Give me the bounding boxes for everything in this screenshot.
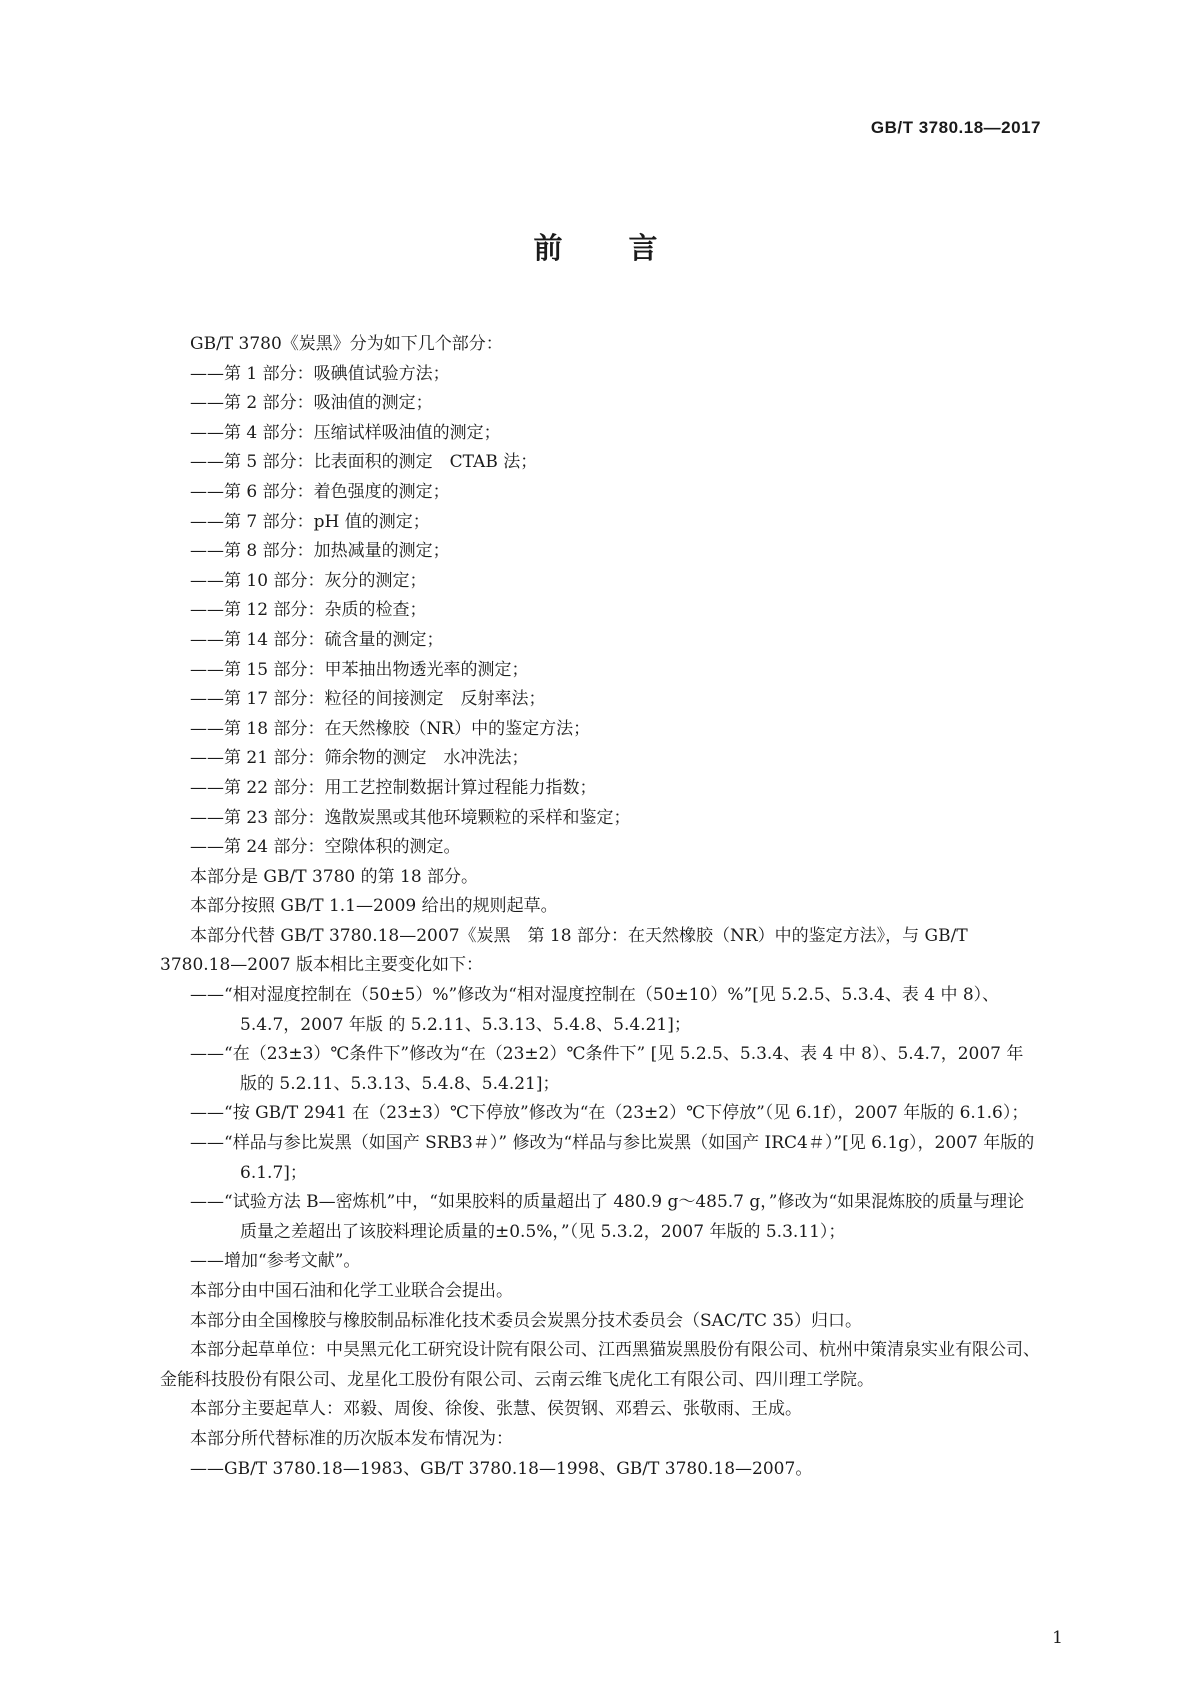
change-item: ——“按 GB/T 2941 在（23±3）℃下停放”修改为“在（23±2）℃下停放”（见 6.1f），2007 年版的 6.1.6）； — [190, 1103, 1029, 1124]
list-item: ——第 12 部分：杂质的检查； — [190, 600, 427, 621]
list-item: ——第 5 部分：比表面积的测定 CTAB 法； — [190, 452, 538, 473]
change-item: ——增加“参考文献”。 — [190, 1251, 361, 1272]
this-part-paragraph: 本部分是 GB/T 3780 的第 18 部分。 — [190, 866, 479, 887]
list-item: ——第 22 部分：用工艺控制数据计算过程能力指数； — [190, 777, 597, 798]
list-item: ——第 24 部分：空隙体积的测定。 — [190, 837, 461, 858]
list-item: ——第 1 部分：吸碘值试验方法； — [190, 363, 450, 384]
list-item: ——第 23 部分：逸散炭黑或其他环境颗粒的采样和鉴定； — [190, 807, 631, 828]
list-item: ——第 8 部分：加热减量的测定； — [190, 541, 450, 562]
history-intro-paragraph: 本部分所代替标准的历次版本发布情况为： — [190, 1428, 513, 1449]
list-item: ——第 7 部分：pH 值的测定； — [190, 511, 430, 532]
foreword-body — [160, 330, 1040, 1484]
change-item: ——“试验方法 B—密炼机”中，“如果胶料的质量超出了 480.9 g～485.7 g，”修改为“如果混炼胶的质量与理论质量之差超出了该胶料理论质量的±0.5%，”（见 5.3.2，2007 年版的 5.3.11）； — [190, 1192, 1025, 1242]
list-item: ——第 18 部分：在天然橡胶（NR）中的鉴定方法； — [190, 718, 591, 739]
intro-paragraph: GB/T 3780《炭黑》分为如下几个部分： — [190, 334, 503, 354]
list-item: ——第 21 部分：筛余物的测定 水冲洗法； — [190, 748, 529, 769]
managed-by-paragraph: 本部分由全国橡胶与橡胶制品标准化技术委员会炭黑分技术委员会（SAC/TC 35）归口。 — [190, 1310, 863, 1331]
proposed-by-paragraph: 本部分由中国石油和化学工业联合会提出。 — [190, 1281, 513, 1301]
list-item: ——第 15 部分：甲苯抽出物透光率的测定； — [190, 659, 529, 680]
standard-number: GB/T 3780.18—2017 — [870, 118, 1041, 137]
replaces-paragraph: 本部分代替 GB/T 3780.18—2007《炭黑 第 18 部分：在天然橡胶（NR）中的鉴定方法》，与 GB/T 3780.18—2007 版本相比主要变化如下： — [160, 925, 968, 976]
page-title: 前 言 — [533, 231, 686, 265]
list-item: ——第 6 部分：着色强度的测定； — [190, 481, 450, 502]
list-item: ——第 14 部分：硫含量的测定； — [190, 629, 444, 650]
history-item: ——GB/T 3780.18—1983、GB/T 3780.18—1998、GB/T 3780.18—2007。 — [190, 1458, 813, 1479]
change-item: ——“样品与参比炭黑（如国产 SRB3＃）” 修改为“样品与参比炭黑（如国产 IRC4＃）”[见 6.1g），2007 年版的 6.1.7]； — [190, 1133, 1035, 1183]
list-item: ——第 10 部分：灰分的测定； — [190, 570, 427, 591]
change-item: ——“相对湿度控制在（50±5）%”修改为“相对湿度控制在（50±10）%”[见 5.2.5、5.3.4、表 4 中 8）、5.4.7，2007 年版 的 5.2.11、5.3.13、5.4.8、5.4.21]； — [190, 985, 1000, 1035]
parts-list — [160, 360, 1040, 863]
list-item: ——第 17 部分：粒径的间接测定 反射率法； — [190, 689, 546, 710]
page-number: 1 — [1052, 1628, 1063, 1648]
list-item: ——第 4 部分：压缩试样吸油值的测定； — [190, 422, 501, 443]
drafters-paragraph: 本部分主要起草人：邓毅、周俊、徐俊、张慧、侯贺钢、邓碧云、张敬雨、王成。 — [190, 1399, 802, 1420]
list-item: ——第 2 部分：吸油值的测定； — [190, 393, 433, 414]
change-item: ——“在（23±3）℃条件下”修改为“在（23±2）℃条件下” [见 5.2.5、5.3.4、表 4 中 8）、5.4.7，2007 年版的 5.2.11、5.3.13、5.4.8、5.4.21]； — [190, 1044, 1024, 1094]
drafting-rule-paragraph: 本部分按照 GB/T 1.1—2009 给出的规则起草。 — [190, 896, 558, 917]
drafting-units-paragraph: 本部分起草单位：中昊黑元化工研究设计院有限公司、江西黑猫炭黑股份有限公司、杭州中策清泉实业有限公司、金能科技股份有限公司、龙星化工股份有限公司、云南云维飞虎化工有限公司、四川理工学院。 — [160, 1340, 1040, 1390]
